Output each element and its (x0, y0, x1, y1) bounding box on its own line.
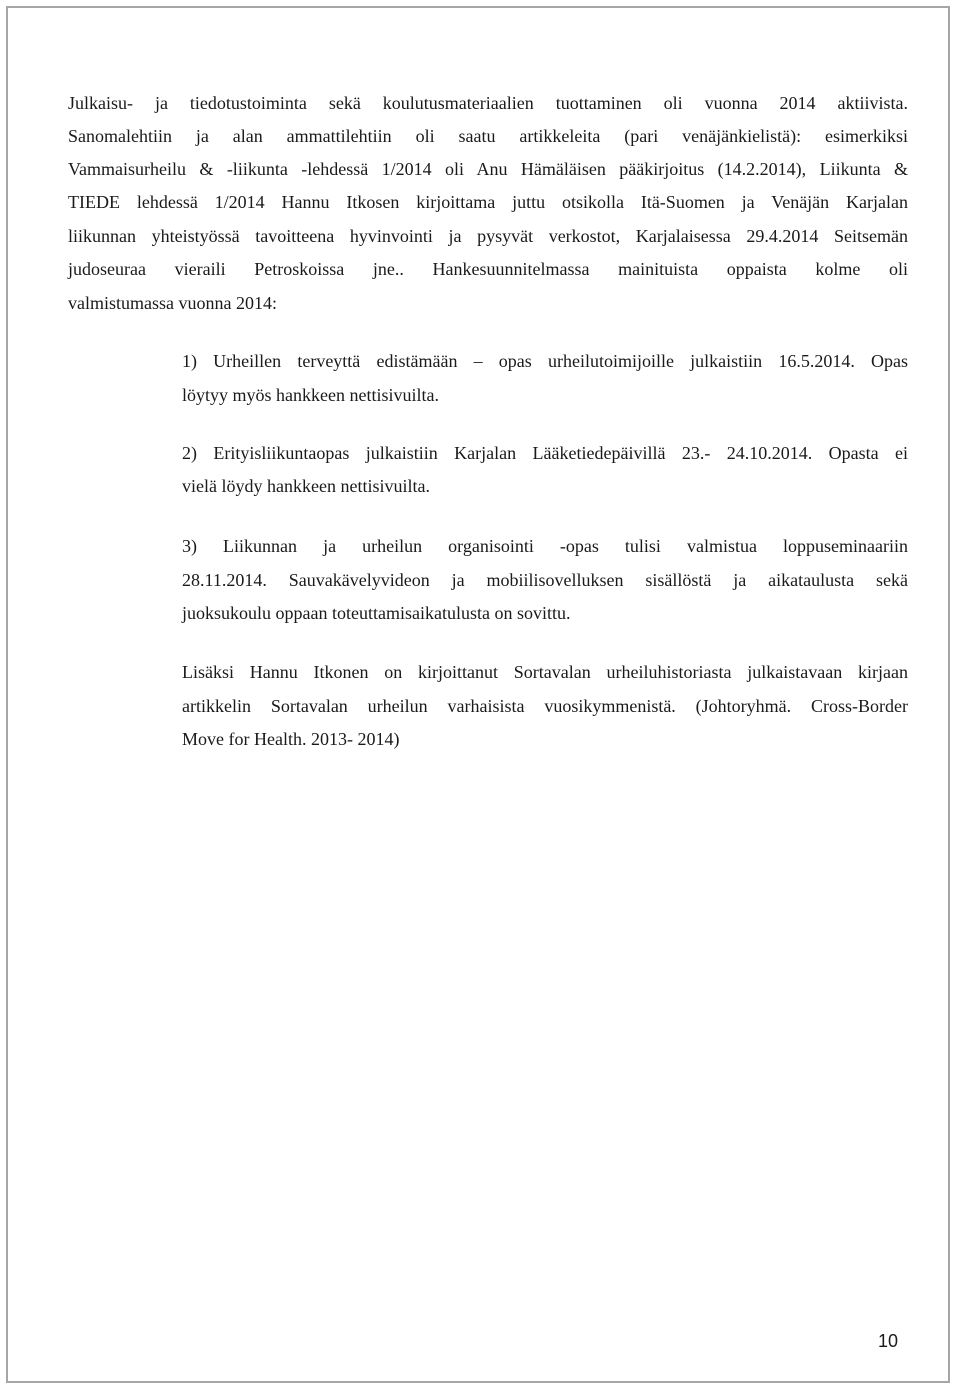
list-item-line: juoksukoulu oppaan toteuttamisaikatulusta on sovittu. (182, 603, 571, 623)
list-item-line: 1) Urheillen terveyttä edistämään – opas urheilutoimijoille julkaistiin 16.5.2014. Opas (182, 351, 908, 371)
list-item-line: löytyy myös hankkeen nettisivuilta. (182, 385, 439, 405)
paragraph-line: valmistumassa vuonna 2014: (68, 293, 277, 313)
paragraph-line: Julkaisu- ja tiedotustoiminta sekä koulutusmateriaalien tuottaminen oli vuonna 2014 aktiivista. (68, 93, 908, 113)
list-item-line: 2) Erityisliikuntaopas julkaistiin Karjalan Lääketiedepäivillä 23.- 24.10.2014. Opasta ei (182, 443, 908, 463)
list-item-line: vielä löydy hankkeen nettisivuilta. (182, 476, 430, 496)
document-page (6, 6, 950, 1383)
list-item-line: 28.11.2014. Sauvakävelyvideon ja mobiilisovelluksen sisällöstä ja aikataulusta sekä (182, 570, 908, 590)
paragraph-line: liikunnan yhteistyössä tavoitteena hyvinvointi ja pysyvät verkostot, Karjalaisessa 29.4.2014 Seitsemän (68, 226, 908, 246)
paragraph-line: Lisäksi Hannu Itkonen on kirjoittanut Sortavalan urheiluhistoriasta julkaistavaan kirjaan (182, 662, 908, 682)
paragraph-line: artikkelin Sortavalan urheilun varhaisista vuosikymmenistä. (Johtoryhmä. Cross-Border (182, 696, 908, 716)
paragraph-line: Vammaisurheilu & -liikunta -lehdessä 1/2014 oli Anu Hämäläisen pääkirjoitus (14.2.2014), Liikunta & (68, 159, 908, 179)
paragraph-line: Move for Health. 2013- 2014) (182, 729, 400, 749)
list-item-line: 3) Liikunnan ja urheilun organisointi -opas tulisi valmistua loppuseminaariin (182, 536, 908, 556)
page-number: 10 (877, 1331, 898, 1351)
paragraph-line: TIEDE lehdessä 1/2014 Hannu Itkosen kirjoittama juttu otsikolla Itä-Suomen ja Venäjän Karjalan (68, 192, 908, 212)
paragraph-line: judoseuraa vieraili Petroskoissa jne.. Hankesuunnitelmassa mainituista oppaista kolme oli (68, 259, 908, 279)
paragraph-line: Sanomalehtiin ja alan ammattilehtiin oli saatu artikkeleita (pari venäjänkielistä): esimerkiksi (68, 126, 908, 146)
